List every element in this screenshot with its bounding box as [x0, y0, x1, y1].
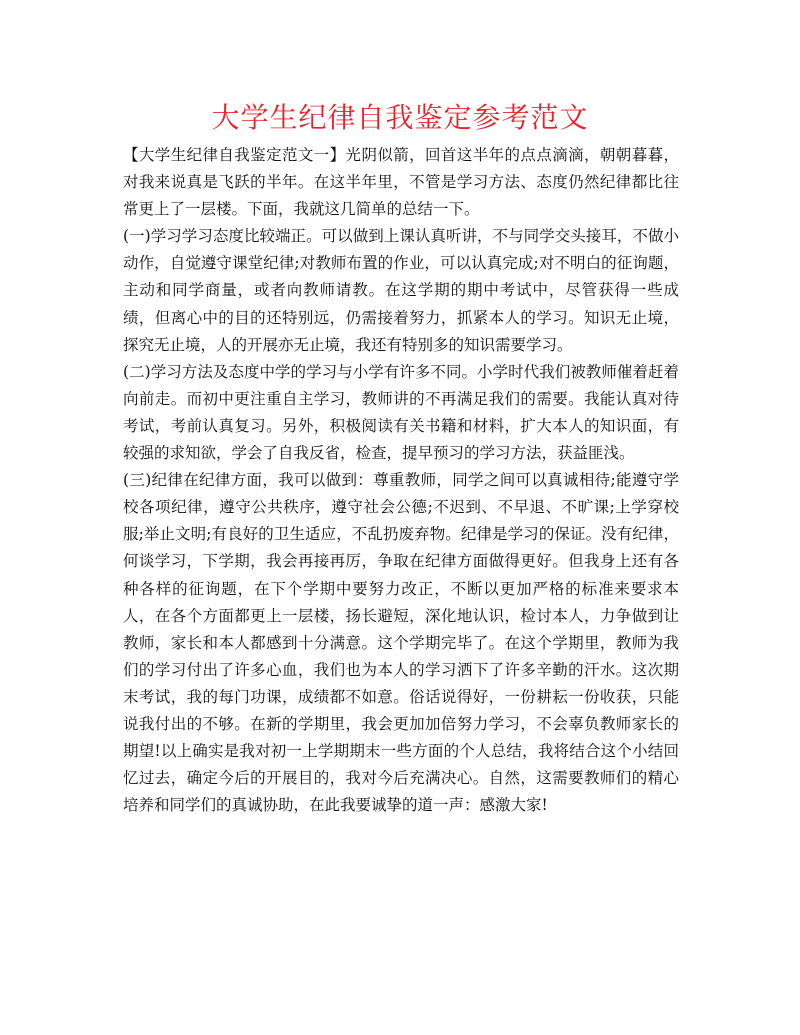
- document-title: 大学生纪律自我鉴定参考范文: [211, 101, 589, 134]
- document-body: [123, 142, 679, 819]
- paragraph-section-3: (三)纪律在纪律方面，我可以做到：尊重教师，同学之间可以真诚相待;能遵守学校各项纪律，遵守公共秩序，遵守社会公德;不迟到、不早退、不旷课;上学穿校服;举止文明;有良好的卫生适应，不乱扔废弃物。纪律是学习的保证。没有纪律，何谈学习，下学期，我会再接再厉，争取在纪律方面做得更好。但我身上还有各种各样的征询题，在下个学期中要努力改正，不断以更加严格的标准来要求本人，在各个方面都更上一层楼，扬长避短，深化地认识，检讨本人，力争做到让教师，家长和本人都感到十分满意。这个学期完毕了。在这个学期里，教师为我们的学习付出了许多心血，我们也为本人的学习洒下了许多辛勤的汗水。这次期末考试，我的每门功课，成绩都不如意。俗话说得好，一份耕耘一份收获，只能说我付出的不够。在新的学期里，我会更加加倍努力学习，不会辜负教师家长的期望!以上确实是我对初一上学期期末一些方面的个人总结，我将结合这个小结回忆过去，确定今后的开展目的，我对今后充满决心。自然，这需要教师们的精心培养和同学们的真诚协助，在此我要诚挚的道一声：感激大家!: [123, 471, 679, 815]
- paragraph-section-1: (一)学习学习态度比较端正。可以做到上课认真听讲，不与同学交头接耳，不做小动作，自觉遵守课堂纪律;对教师布置的作业，可以认真完成;对不明白的征询题，主动和同学商量，或者向教师请教。在这学期的期中考试中，尽管获得一些成绩，但离心中的目的还特别远，仍需接着努力，抓紧本人的学习。知识无止境，探究无止境，人的开展亦无止境，我还有特别多的知识需要学习。: [123, 227, 679, 354]
- paragraph-section-2: (二)学习方法及态度中学的学习与小学有许多不同。小学时代我们被教师催着赶着向前走。而初中更注重自主学习，教师讲的不再满足我们的需要。我能认真对待考试，考前认真复习。另外，积极阅读有关书籍和材料，扩大本人的知识面，有较强的求知欲，学会了自我反省，检查，提早预习的学习方法，获益匪浅。: [123, 362, 679, 463]
- paragraph-intro: 【大学生纪律自我鉴定范文一】光阴似箭，回首这半年的点点滴滴，朝朝暮暮，对我来说真是飞跃的半年。在这半年里，不管是学习方法、态度仍然纪律都比往常更上了一层楼。下面，我就这几简单的总结一下。: [123, 146, 679, 219]
